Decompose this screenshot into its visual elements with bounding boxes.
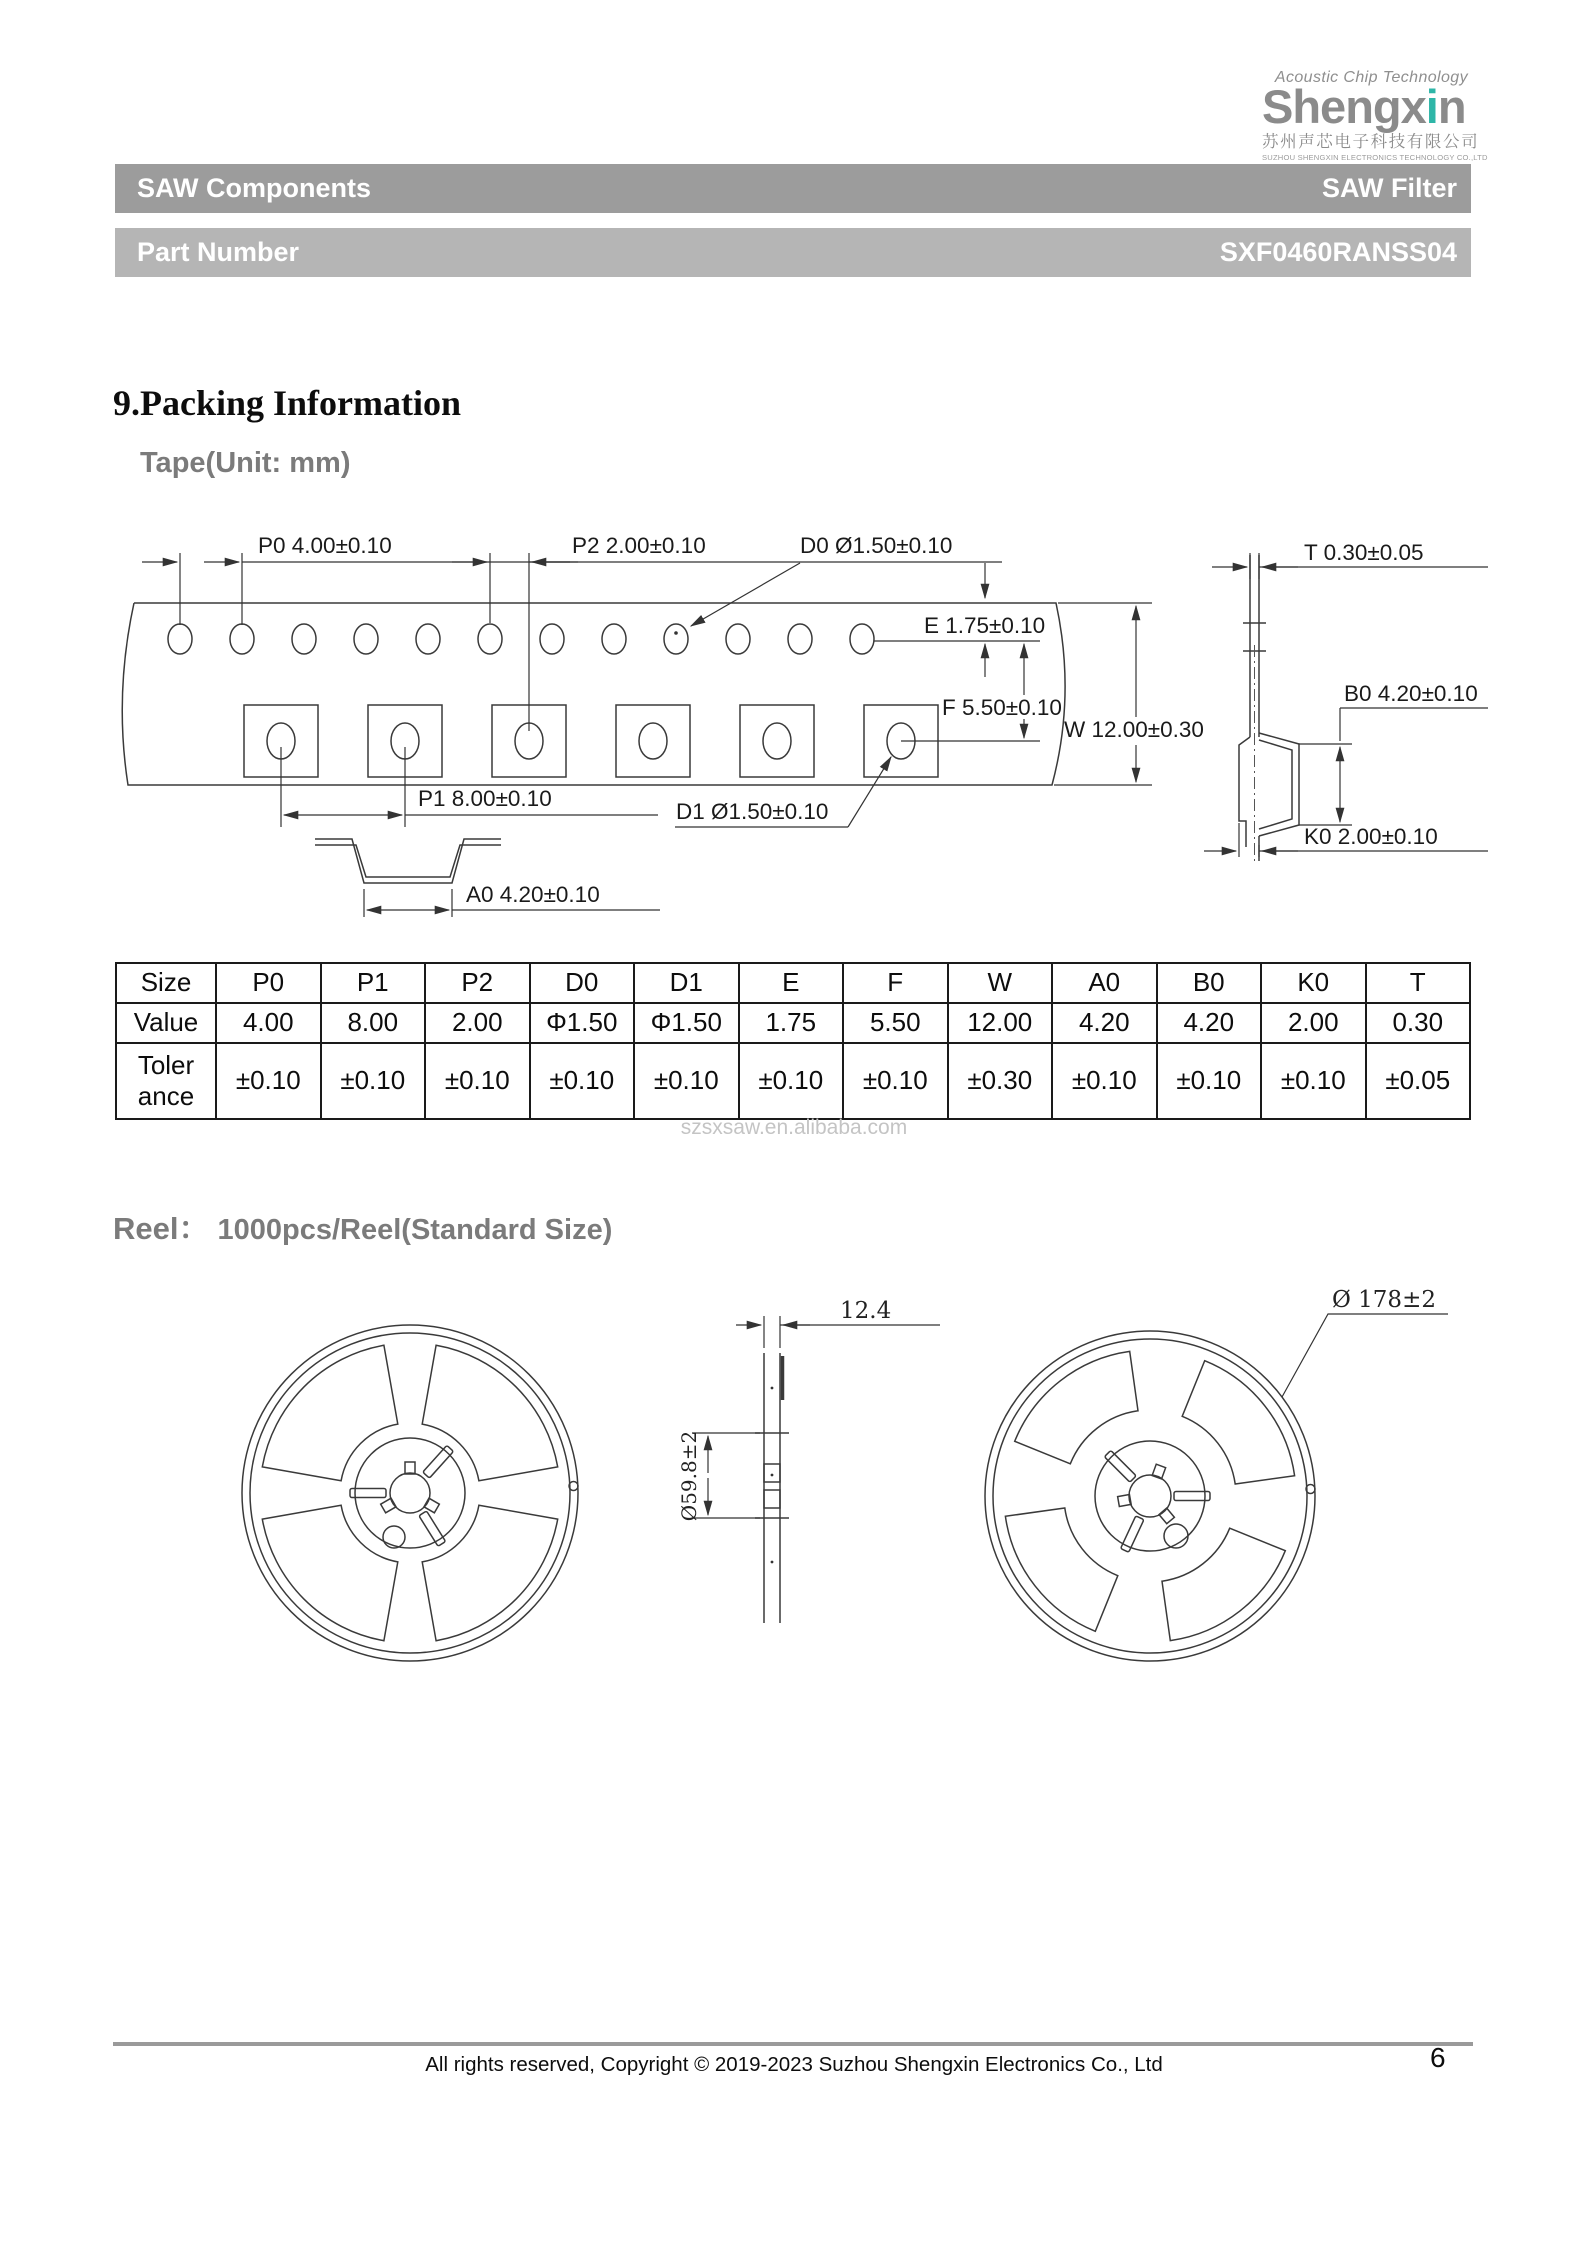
reel-outer-diameter-leader (1282, 1314, 1448, 1397)
dim-p2: P2 2.00±0.10 (572, 533, 706, 558)
dim-b0: B0 4.20±0.10 (1344, 681, 1478, 706)
dim-d1: D1 Ø1.50±0.10 (676, 799, 829, 824)
logo-brand-accent: i (1425, 80, 1438, 133)
company-logo (1262, 69, 1488, 162)
footer-copyright: All rights reserved, Copyright © 2019-2023 Suzhou Shengxin Electronics Co., Ltd (425, 2053, 1163, 2076)
section-title: 9.Packing Information (113, 383, 462, 423)
row-header: Toler ance (116, 1043, 216, 1119)
dim-p1: P1 8.00±0.10 (418, 786, 552, 811)
logo-company-name-en: SUZHOU SHENGXIN ELECTRONICS TECHNOLOGY CO.,LTD (1262, 152, 1488, 162)
tape-side-view (1204, 553, 1488, 863)
reel-side-view (677, 1298, 940, 1623)
tape-dimension-drawing (100, 505, 1490, 925)
row-header: Value (116, 1003, 216, 1043)
dim-d0: D0 Ø1.50±0.10 (800, 533, 953, 558)
saw-filter-label: SAW Filter (1321, 173, 1457, 203)
reel-front-view-right (985, 1331, 1315, 1661)
saw-components-label: SAW Components (137, 173, 371, 203)
reel-front-view-left (242, 1325, 578, 1661)
row-header: Size (116, 963, 216, 1003)
dim-t: T 0.30±0.05 (1304, 540, 1424, 565)
dim-k0: K0 2.00±0.10 (1304, 824, 1438, 849)
reel-label: Reel： (113, 1211, 210, 1246)
logo-company-name-cn: 苏州声芯电子科技有限公司 (1262, 133, 1480, 151)
header-bar-part-number (115, 228, 1471, 277)
reel-outer-diameter-dim: Ø 178±2 (1332, 1287, 1436, 1313)
dim-f: F 5.50±0.10 (942, 695, 1062, 720)
reel-width-dim: 12.4 (840, 1298, 892, 1324)
reel-drawing (140, 1268, 1450, 1670)
table-row-size: Size P0 P1 P2 D0 D1 E F W A0 B0 K0 T (116, 963, 1470, 1003)
part-number-label: Part Number (137, 237, 300, 267)
watermark: szsxsaw.en.alibaba.com (680, 1116, 908, 1139)
tape-dimensions-table (115, 962, 1471, 1120)
part-number-value: SXF0460RANSS04 (1219, 237, 1457, 267)
tape-subheading: Tape(Unit: mm) (140, 447, 351, 479)
footer-divider (113, 2042, 1473, 2046)
reel-description: 1000pcs/Reel(Standard Size) (217, 1214, 613, 1246)
tape-strip-outline (122, 603, 1065, 883)
page-number: 6 (1430, 2042, 1446, 2073)
reel-heading (113, 1203, 612, 1248)
reel-hub-diameter-dim: Ø59.8±2 (677, 1430, 701, 1522)
dim-a0: A0 4.20±0.10 (466, 882, 600, 907)
dim-e: E 1.75±0.10 (924, 613, 1046, 638)
dim-p0: P0 4.00±0.10 (258, 533, 392, 558)
table-row-value: Value 4.00 8.00 2.00 Φ1.50 Φ1.50 1.75 5.50 12.00 4.20 4.20 2.00 0.30 (116, 1003, 1470, 1043)
logo-tagline: Acoustic Chip Technology (1274, 69, 1468, 86)
logo-brand: Shengxin (1262, 80, 1466, 133)
dim-w: W 12.00±0.30 (1064, 717, 1204, 742)
table-row-tolerance: Toler ance ±0.10 ±0.10 ±0.10 ±0.10 ±0.10 ±0.10 ±0.10 ±0.30 ±0.10 ±0.10 ±0.10 ±0.05 (116, 1043, 1470, 1119)
header-bar-category (115, 164, 1471, 213)
